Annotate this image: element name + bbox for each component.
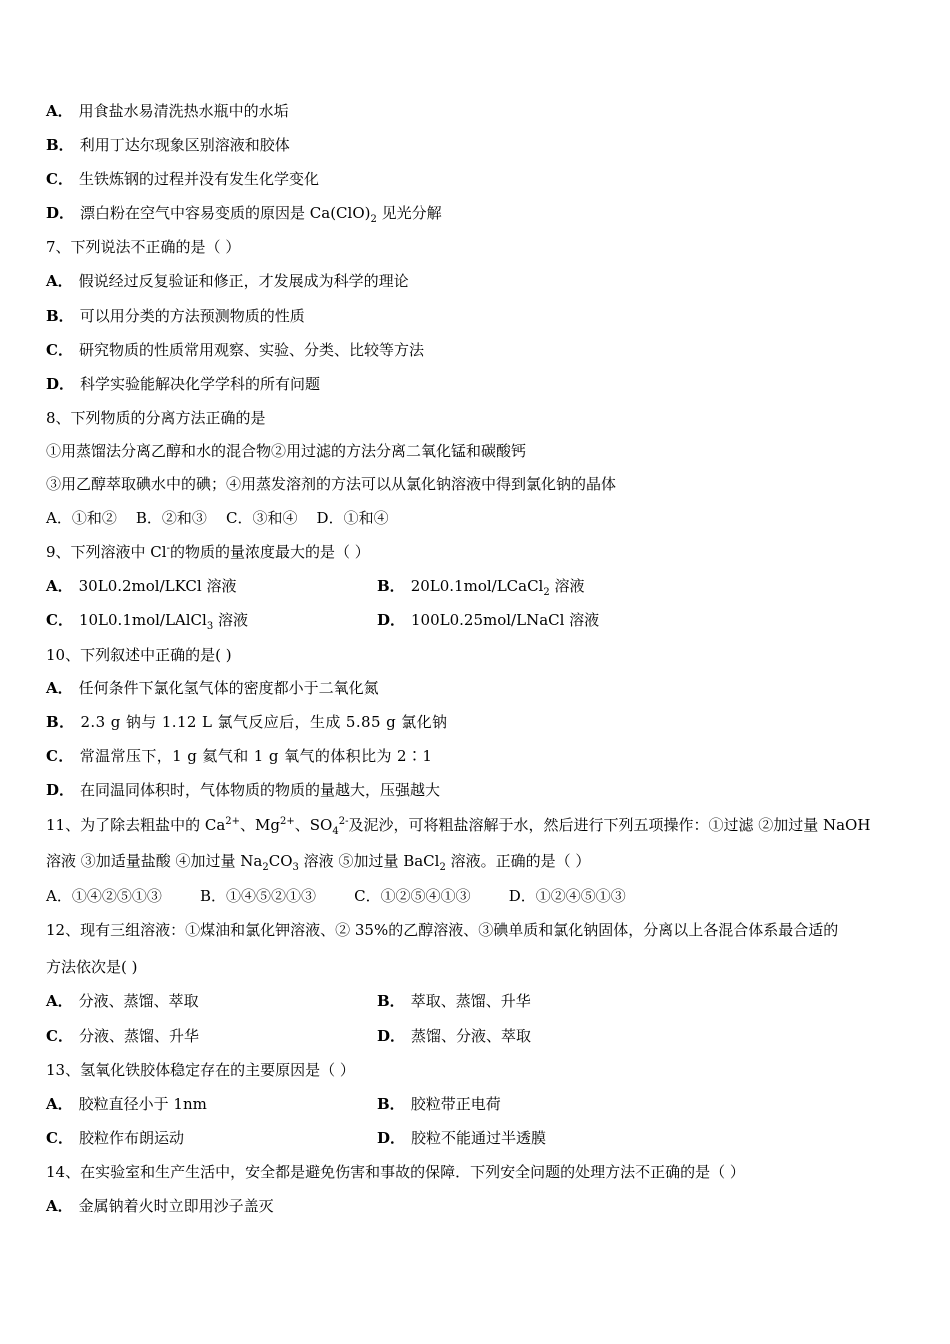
q6-option-d: D． 漂白粉在空气中容易变质的原因是 $Ca(ClO)_2$ 见光分解 (46, 204, 442, 225)
q11-options: A．①④②⑤①③ B．①④⑤②①③ C．①②⑤④①③ D．①②④⑤①③ (46, 887, 626, 905)
q10-stem: 10、下列叙述中正确的是( ) (46, 646, 232, 664)
q8-line-1: ①用蒸馏法分离乙醇和水的混合物②用过滤的方法分离二氧化锰和碳酸钙 (46, 442, 527, 460)
q11-stem-line-2: 溶液 ③加适量盐酸 ④加过量 $Na_2CO_3$ 溶液 ⑤加过量 BaCl$_2$ 溶液。正确的是（ ） (46, 852, 591, 873)
q14-stem: 14、在实验室和生产生活中，安全都是避免伤害和事故的保障．下列安全问题的处理方法不正确的是（ ） (46, 1163, 745, 1181)
q8-options: A．①和② B．②和③ C．③和④ D．①和④ (46, 509, 389, 527)
q13-stem: 13、氢氧化铁胶体稳定存在的主要原因是（ ） (46, 1061, 355, 1079)
q12-stem-line-1: 12、现有三组溶液：①煤油和氯化钾溶液、② 35%的乙醇溶液、③碘单质和氯化钠固体，分离以上各混合体系最合适的 (46, 921, 839, 939)
q9-option-a: A． 30L0.2mol/LKCl 溶液 (46, 577, 237, 595)
q6-option-c: C． 生铁炼钢的过程并没有发生化学变化 (46, 170, 319, 188)
q12-stem-line-2: 方法依次是( ) (46, 958, 138, 976)
q7-option-d: D． 科学实验能解决化学学科的所有问题 (46, 375, 321, 393)
q14-option-a: A． 金属钠着火时立即用沙子盖灭 (46, 1197, 274, 1215)
q10-option-b: B． 2.3 g 钠与 1.12 L 氯气反应后，生成 5.85 g 氯化钠 (46, 713, 448, 731)
q12-option-c: C． 分液、蒸馏、升华 (46, 1027, 199, 1045)
q6-option-b: B． 利用丁达尔现象区别溶液和胶体 (46, 136, 290, 154)
q12-option-b: B． 萃取、蒸馏、升华 (377, 992, 531, 1010)
q12-option-d: D． 蒸馏、分液、萃取 (377, 1027, 532, 1045)
q13-option-d: D． 胶粒不能通过半透膜 (377, 1129, 547, 1147)
q6-option-a: A． 用食盐水易清洗热水瓶中的水垢 (46, 102, 289, 120)
q9-option-b: B． 20L0.1mol/LCaCl$_2$ 溶液 (377, 577, 585, 598)
q9-stem: 9、下列溶液中 Cl-的物质的量浓度最大的是（ ） (46, 543, 370, 561)
q13-option-b: B． 胶粒带正电荷 (377, 1095, 501, 1113)
q8-stem: 8、下列物质的分离方法正确的是 (46, 409, 266, 427)
q10-option-d: D． 在同温同体积时，气体物质的物质的量越大，压强越大 (46, 781, 441, 799)
q10-option-a: A． 任何条件下氯化氢气体的密度都小于二氧化氮 (46, 679, 379, 697)
q9-option-c: C． 10L0.1mol/LAlCl$_3$ 溶液 (46, 611, 248, 632)
q13-option-a: A． 胶粒直径小于 1nm (46, 1095, 207, 1113)
q7-option-a: A． 假说经过反复验证和修正，才发展成为科学的理论 (46, 272, 409, 290)
q12-option-a: A． 分液、蒸馏、萃取 (46, 992, 199, 1010)
q7-stem: 7、下列说法不正确的是（ ） (46, 238, 241, 256)
q9-option-d: D． 100L0.25mol/LNaCl 溶液 (377, 611, 600, 629)
q11-stem-line-1: 11、为了除去粗盐中的 $Ca^{2+}$、$Mg^{2+}$、$SO_4^{2-}$及泥沙，可将粗盐溶解于水，然后进行下列五项操作：①过滤 ②加过量 NaOH (46, 816, 871, 837)
q7-option-c: C． 研究物质的性质常用观察、实验、分类、比较等方法 (46, 341, 424, 359)
q13-option-c: C． 胶粒作布朗运动 (46, 1129, 184, 1147)
q10-option-c: C． 常温常压下，1 g 氦气和 1 g 氧气的体积比为 2∶1 (46, 747, 433, 765)
q7-option-b: B． 可以用分类的方法预测物质的性质 (46, 307, 305, 325)
q8-line-2: ③用乙醇萃取碘水中的碘；④用蒸发溶剂的方法可以从氯化钠溶液中得到氯化钠的晶体 (46, 475, 617, 493)
